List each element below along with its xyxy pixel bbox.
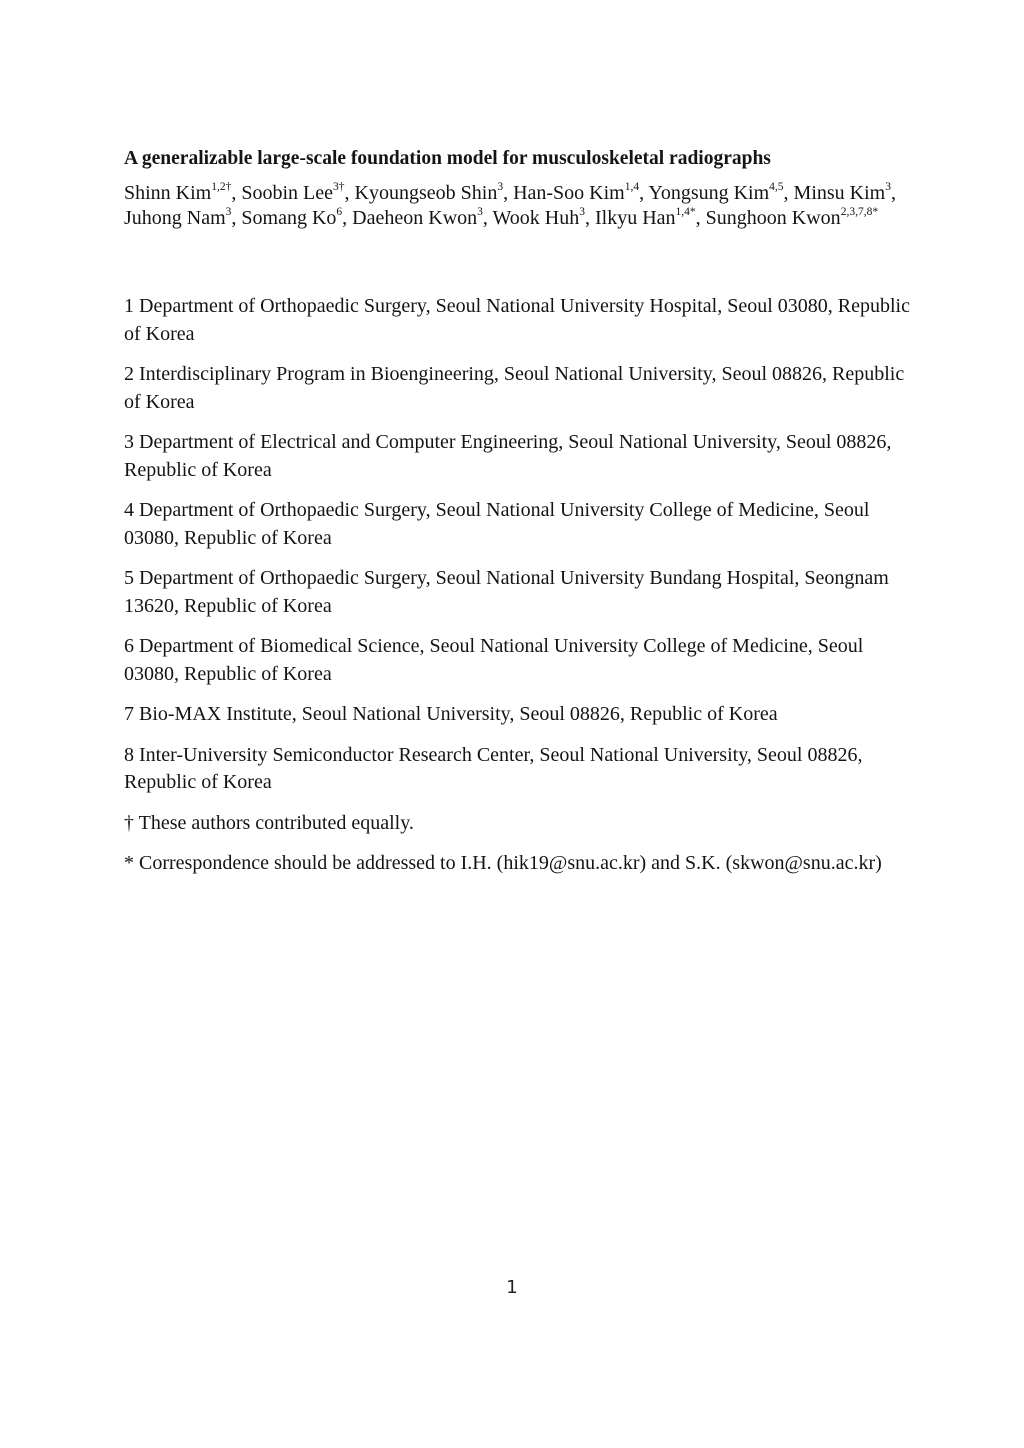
author-separator: ,	[231, 206, 242, 229]
author-name: Han-Soo Kim	[513, 182, 625, 204]
page-number: 1	[506, 1277, 518, 1298]
author-affiliation-marker: 2,3,7,8*	[840, 205, 879, 218]
author-separator: ,	[890, 182, 896, 204]
affiliation-list	[124, 293, 914, 878]
equal-contribution-note: † These authors contributed equally.	[124, 811, 414, 834]
author-name: Sunghoon Kwon	[705, 206, 841, 229]
affiliation-7: 7 Bio-MAX Institute, Seoul National University, Seoul 08826, Republic of Korea	[124, 703, 778, 725]
author-affiliation-marker: 1,4*	[675, 205, 696, 218]
affiliation-6: 6 Department of Biomedical Science, Seoul National University College of Medicine, Seoul 03080, Republic of Korea	[124, 635, 864, 685]
author-affiliation-marker: 1,2†	[211, 181, 232, 194]
author-name: Minsu Kim	[793, 182, 886, 204]
author-list	[124, 181, 914, 230]
author-affiliation-marker: 3	[497, 181, 504, 194]
author-separator: ,	[342, 206, 353, 229]
author-separator: ,	[695, 206, 706, 229]
author-name: Soobin Lee	[241, 182, 334, 204]
author-affiliation-marker: 6	[336, 205, 343, 218]
author-entry	[241, 207, 352, 229]
author-separator: ,	[585, 206, 595, 229]
author-separator: ,	[503, 182, 514, 204]
author-separator: ,	[482, 206, 493, 229]
author-name: Juhong Nam	[124, 206, 226, 229]
author-entry	[706, 207, 878, 229]
paper-title: A generalizable large-scale foundation model for musculoskeletal radiographs	[124, 148, 771, 169]
author-separator: ,	[783, 182, 794, 204]
author-separator: ,	[639, 182, 649, 204]
author-name: Wook Huh	[492, 206, 580, 229]
affiliation-3: 3 Department of Electrical and Computer Engineering, Seoul National University, Seoul 08826, Republic of Korea	[124, 431, 892, 481]
author-name: Yongsung Kim	[648, 182, 770, 204]
author-affiliation-marker: 3	[579, 205, 585, 218]
author-entry	[124, 207, 241, 229]
affiliation-4: 4 Department of Orthopaedic Surgery, Seoul National University College of Medicine, Seoul 03080, Republic of Korea	[124, 499, 870, 549]
author-name: Kyoungseob Shin	[354, 182, 498, 204]
author-affiliation-marker: 4,5	[769, 181, 784, 194]
affiliation-2: 2 Interdisciplinary Program in Bioengineering, Seoul National University, Seoul 08826, Republic of Korea	[124, 363, 905, 413]
author-name: Ilkyu Han	[595, 206, 676, 229]
affiliation-1: 1 Department of Orthopaedic Surgery, Seoul National University Hospital, Seoul 03080, Republic of Korea	[124, 295, 910, 345]
author-entry	[241, 182, 354, 204]
author-entry	[352, 207, 492, 229]
author-name: Daeheon Kwon	[352, 206, 478, 229]
author-affiliation-marker: 3	[885, 181, 891, 194]
author-separator: ,	[231, 182, 242, 204]
author-entry	[648, 182, 793, 204]
affiliation-8: 8 Inter-University Semiconductor Research Center, Seoul National University, Seoul 08826, Republic of Korea	[124, 743, 863, 793]
author-entry	[595, 207, 706, 229]
author-separator: ,	[344, 182, 355, 204]
correspondence-note: * Correspondence should be addressed to I.H. (hik19@snu.ac.kr) and S.K. (skwon@snu.ac.kr)	[124, 852, 882, 874]
affiliation-5: 5 Department of Orthopaedic Surgery, Seoul National University Bundang Hospital, Seongnam 13620, Republic of Korea	[124, 567, 889, 617]
author-entry	[513, 182, 648, 204]
author-entry	[355, 182, 514, 204]
author-entry	[124, 182, 241, 204]
author-entry	[493, 207, 595, 229]
author-affiliation-marker: 1,4	[624, 181, 640, 194]
author-affiliation-marker: 3†	[333, 181, 345, 194]
author-affiliation-marker: 3	[225, 205, 232, 218]
author-affiliation-marker: 3	[477, 205, 483, 218]
author-entry	[794, 182, 896, 204]
author-name: Somang Ko	[241, 206, 337, 229]
front-matter	[124, 146, 914, 891]
author-name: Shinn Kim	[124, 182, 212, 204]
